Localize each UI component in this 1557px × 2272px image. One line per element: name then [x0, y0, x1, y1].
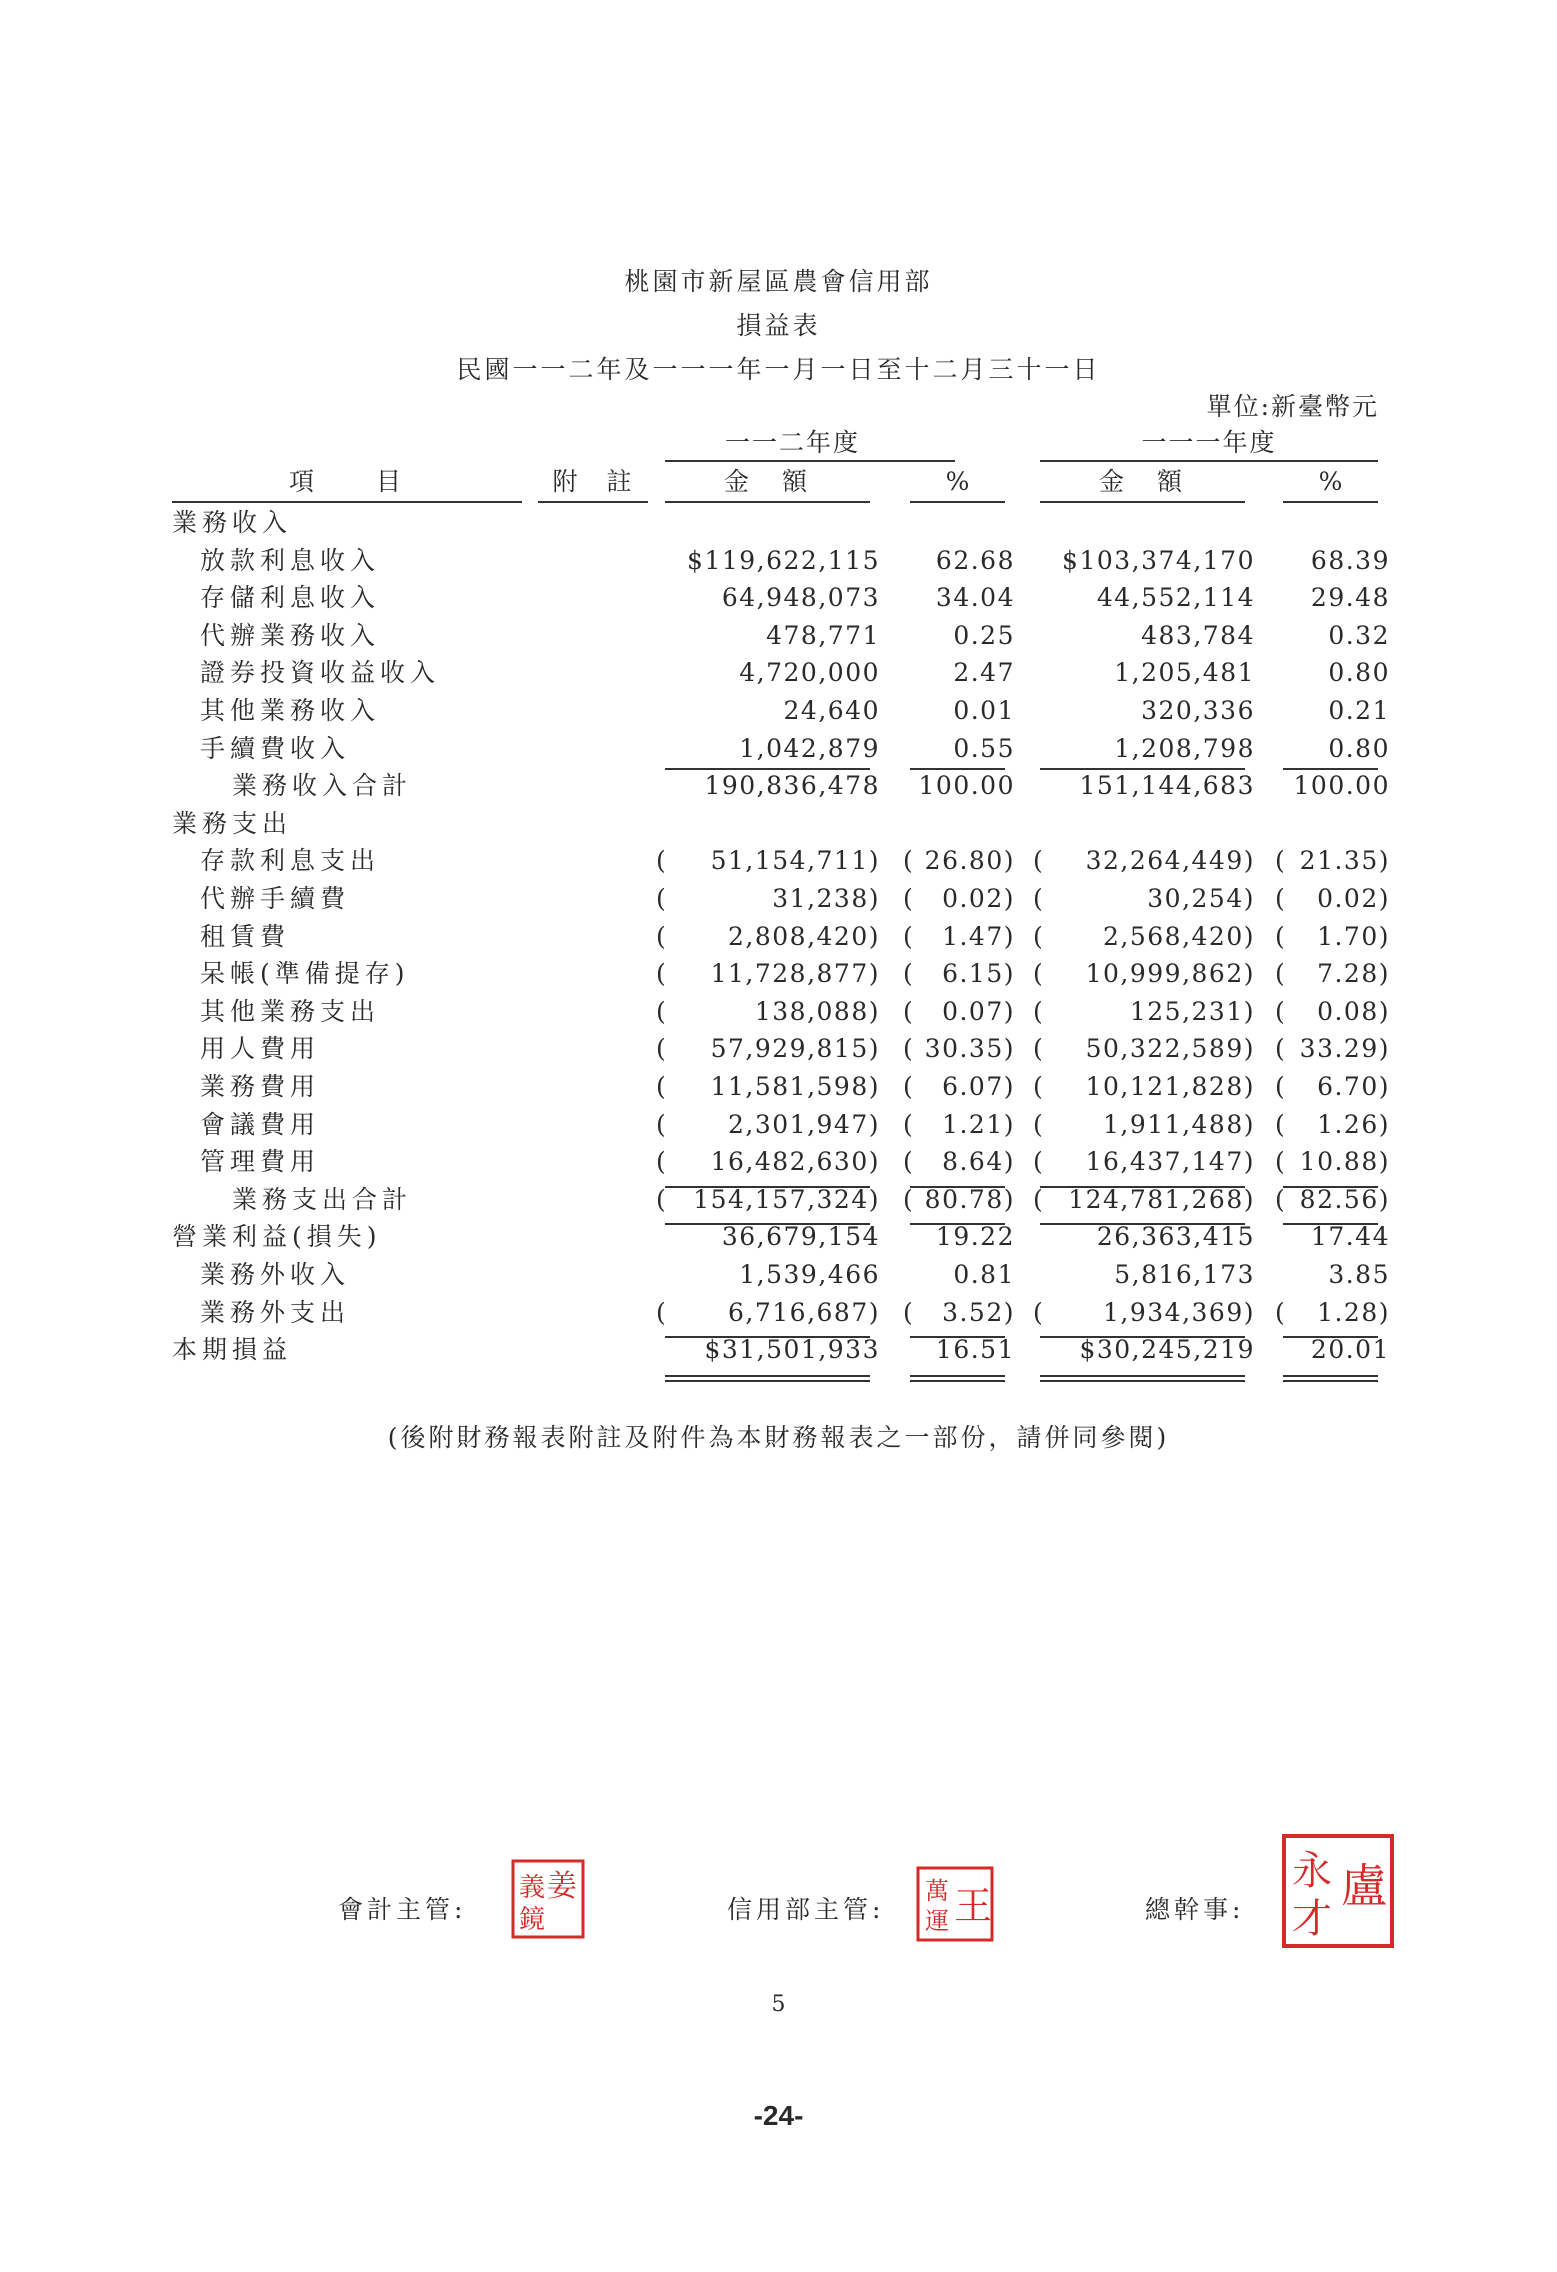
- open-paren: (: [1275, 846, 1285, 875]
- open-paren: (: [1275, 1147, 1285, 1176]
- item-header-rule: [172, 501, 522, 503]
- prior-amount-cell: 320,336: [1141, 696, 1255, 725]
- current-percent-cell: 80.78): [924, 1185, 1015, 1214]
- expense-total-rule: [910, 1223, 1005, 1225]
- open-paren: (: [656, 1072, 666, 1101]
- open-paren: (: [903, 1034, 913, 1063]
- current-percent-cell: 0.07): [942, 997, 1015, 1026]
- open-paren: (: [656, 997, 666, 1026]
- open-paren: (: [656, 1110, 666, 1139]
- row-label: 業務外收入: [200, 1260, 351, 1289]
- prior-percent-cell: 1.26): [1317, 1110, 1390, 1139]
- current-percent-cell: 34.04: [935, 583, 1015, 612]
- seal-char: 義: [518, 1873, 546, 1903]
- current-percent-cell: 0.01: [953, 696, 1015, 725]
- prior-percent-cell: 68.39: [1310, 546, 1390, 575]
- open-paren: (: [1275, 922, 1285, 951]
- net-income-double-rule: [665, 1375, 870, 1377]
- current-amount-cell: 36,679,154: [721, 1222, 880, 1251]
- open-paren: (: [656, 922, 666, 951]
- net-income-double-rule: [910, 1375, 1005, 1377]
- current-amount-cell: 1,539,466: [739, 1260, 880, 1289]
- current-percent-header-rule: [910, 501, 1005, 503]
- open-paren: (: [903, 846, 913, 875]
- seal-char: 姜: [547, 1869, 577, 1904]
- current-amount-header: 金 額: [723, 467, 811, 496]
- current-percent-header: %: [945, 467, 970, 496]
- open-paren: (: [903, 959, 913, 988]
- revenue-subtotal-rule: [1283, 768, 1378, 770]
- current-percent-cell: 6.15): [942, 959, 1015, 988]
- row-label: 業務費用: [200, 1072, 321, 1101]
- notes-column-header: 附 註: [552, 467, 634, 496]
- net-income-double-rule: [665, 1380, 870, 1382]
- current-amount-cell: 4,720,000: [739, 658, 880, 687]
- open-paren: (: [903, 1147, 913, 1176]
- open-paren: (: [1275, 959, 1285, 988]
- open-paren: (: [656, 1034, 666, 1063]
- open-paren: (: [903, 997, 913, 1026]
- credit-seal-stamp: [915, 1865, 995, 1943]
- current-amount-cell: 154,157,324): [693, 1185, 880, 1214]
- prior-percent-cell: 100.00: [1293, 771, 1390, 800]
- accounting-supervisor-label: 會計主管:: [338, 1895, 467, 1924]
- statement-title: 損益表: [736, 311, 821, 340]
- current-percent-cell: 1.21): [942, 1110, 1015, 1139]
- prior-percent-cell: 6.70): [1317, 1072, 1390, 1101]
- current-percent-cell: 2.47: [953, 658, 1015, 687]
- row-label: 存款利息支出: [200, 846, 381, 875]
- expense-subtotal-rule: [665, 1186, 870, 1188]
- current-amount-cell: 138,088): [754, 997, 880, 1026]
- open-paren: (: [903, 884, 913, 913]
- statement-period: 民國一一二年及一一一年一月一日至十二月三十一日: [456, 355, 1101, 384]
- current-amount-cell: 24,640: [783, 696, 880, 725]
- seal-char: 運: [925, 1907, 949, 1935]
- net-income-double-rule: [1040, 1380, 1245, 1382]
- open-paren: (: [656, 1185, 666, 1214]
- seal-char: 永: [1292, 1848, 1332, 1894]
- open-paren: (: [1275, 1110, 1285, 1139]
- prior-percent-cell: 20.01: [1310, 1335, 1390, 1364]
- prior-percent-cell: 0.08): [1317, 997, 1390, 1026]
- current-amount-cell: 57,929,815): [710, 1034, 880, 1063]
- current-amount-cell: 11,581,598): [710, 1072, 880, 1101]
- current-percent-cell: 0.02): [942, 884, 1015, 913]
- currency-unit: 單位:新臺幣元: [1206, 392, 1379, 421]
- prior-amount-cell: 1,208,798: [1114, 734, 1255, 763]
- prior-amount-cell: 125,231): [1129, 997, 1255, 1026]
- prior-percent-cell: 10.88): [1299, 1147, 1390, 1176]
- prior-amount-cell: 151,144,683: [1079, 771, 1255, 800]
- current-amount-cell: 31,238): [772, 884, 880, 913]
- prior-percent-cell: 1.70): [1317, 922, 1390, 951]
- open-paren: (: [1275, 997, 1285, 1026]
- open-paren: (: [656, 1147, 666, 1176]
- row-label: 其他業務收入: [200, 696, 381, 725]
- nonop-rule: [910, 1336, 1005, 1338]
- prior-amount-cell: 44,552,114: [1096, 583, 1255, 612]
- general-manager-label: 總幹事:: [1145, 1895, 1245, 1924]
- open-paren: (: [903, 1185, 913, 1214]
- open-paren: (: [656, 884, 666, 913]
- nonop-rule: [1283, 1336, 1378, 1338]
- prior-percent-cell: 0.21: [1328, 696, 1390, 725]
- open-paren: (: [1033, 1110, 1043, 1139]
- prior-amount-cell: 26,363,415: [1096, 1222, 1255, 1251]
- row-label: 其他業務支出: [200, 997, 381, 1026]
- current-amount-cell: 478,771: [766, 621, 880, 650]
- current-percent-cell: 0.55: [953, 734, 1015, 763]
- year-current-rule: [665, 460, 955, 462]
- row-label: 會議費用: [200, 1110, 321, 1139]
- net-income-double-rule: [1040, 1375, 1245, 1377]
- open-paren: (: [1033, 884, 1043, 913]
- general-manager-seal-stamp: [1280, 1832, 1396, 1950]
- current-percent-cell: 19.22: [935, 1222, 1015, 1251]
- current-percent-cell: 0.81: [953, 1260, 1015, 1289]
- prior-amount-header: 金 額: [1098, 467, 1186, 496]
- current-amount-header-rule: [665, 501, 870, 503]
- net-income-double-rule: [910, 1380, 1005, 1382]
- prior-amount-cell: 1,911,488): [1103, 1110, 1255, 1139]
- open-paren: (: [1275, 1072, 1285, 1101]
- current-amount-cell: 2,808,420): [728, 922, 880, 951]
- row-label: 放款利息收入: [200, 546, 381, 575]
- nonop-rule: [1040, 1336, 1245, 1338]
- open-paren: (: [903, 1110, 913, 1139]
- open-paren: (: [1275, 1034, 1285, 1063]
- revenue-subtotal-rule: [910, 768, 1005, 770]
- current-percent-cell: 8.64): [942, 1147, 1015, 1176]
- item-column-header: 項 目: [288, 467, 405, 496]
- current-amount-cell: 2,301,947): [728, 1110, 880, 1139]
- row-label: 證券投資收益收入: [200, 658, 441, 687]
- prior-percent-cell: 21.35): [1299, 846, 1390, 875]
- nonop-rule: [665, 1336, 870, 1338]
- page-number: 5: [771, 1992, 786, 2017]
- current-percent-cell: 0.25: [953, 621, 1015, 650]
- page-label: -24-: [753, 2100, 804, 2131]
- prior-amount-cell: $30,245,219: [1079, 1335, 1255, 1364]
- expense-total-rule: [1283, 1223, 1378, 1225]
- expense-subtotal-rule: [910, 1186, 1005, 1188]
- seal-char: 王: [953, 1884, 993, 1928]
- prior-percent-cell: 17.44: [1310, 1222, 1390, 1251]
- year-prior-label: 一一一年度: [1141, 428, 1277, 457]
- open-paren: (: [1275, 1185, 1285, 1214]
- row-label: 業務收入: [172, 508, 293, 537]
- current-percent-cell: 100.00: [918, 771, 1015, 800]
- current-amount-cell: $119,622,115: [687, 546, 880, 575]
- row-label: 營業利益(損失): [172, 1222, 382, 1251]
- expense-total-rule: [665, 1223, 870, 1225]
- current-percent-cell: 6.07): [942, 1072, 1015, 1101]
- row-label: 手續費收入: [200, 734, 351, 763]
- prior-percent-cell: 82.56): [1299, 1185, 1390, 1214]
- row-label: 業務支出: [172, 809, 293, 838]
- row-label: 用人費用: [200, 1034, 321, 1063]
- row-label: 代辦手續費: [200, 884, 351, 913]
- open-paren: (: [1033, 1034, 1043, 1063]
- current-percent-cell: 3.52): [942, 1298, 1015, 1327]
- open-paren: (: [1033, 1072, 1043, 1101]
- open-paren: (: [656, 1298, 666, 1327]
- current-amount-cell: 64,948,073: [721, 583, 880, 612]
- current-amount-cell: $31,501,933: [704, 1335, 880, 1364]
- prior-amount-cell: 50,322,589): [1085, 1034, 1255, 1063]
- open-paren: (: [1033, 1185, 1043, 1214]
- current-percent-cell: 1.47): [942, 922, 1015, 951]
- open-paren: (: [1275, 884, 1285, 913]
- row-label: 代辦業務收入: [200, 621, 381, 650]
- prior-amount-cell: 10,121,828): [1085, 1072, 1255, 1101]
- open-paren: (: [903, 1298, 913, 1327]
- accounting-seal-stamp: [510, 1858, 586, 1940]
- prior-percent-cell: 1.28): [1317, 1298, 1390, 1327]
- prior-amount-cell: $103,374,170: [1062, 546, 1255, 575]
- credit-supervisor-label: 信用部主管:: [727, 1895, 885, 1924]
- prior-percent-header: %: [1318, 467, 1343, 496]
- row-label: 存儲利息收入: [200, 583, 381, 612]
- current-amount-cell: 6,716,687): [728, 1298, 880, 1327]
- current-amount-cell: 51,154,711): [710, 846, 880, 875]
- net-income-double-rule: [1283, 1375, 1378, 1377]
- prior-amount-cell: 30,254): [1147, 884, 1255, 913]
- footnote: (後附財務報表附註及附件為本財務報表之一部份，請併同參閱): [387, 1423, 1170, 1452]
- row-label: 管理費用: [200, 1147, 321, 1176]
- prior-amount-cell: 1,934,369): [1103, 1298, 1255, 1327]
- open-paren: (: [1033, 1147, 1043, 1176]
- row-label: 業務收入合計: [232, 771, 413, 800]
- seal-char: 萬: [925, 1877, 949, 1905]
- row-label: 業務支出合計: [232, 1185, 413, 1214]
- prior-amount-cell: 10,999,862): [1085, 959, 1255, 988]
- row-label: 本期損益: [172, 1335, 293, 1364]
- seal-char: 盧: [1341, 1859, 1387, 1913]
- revenue-subtotal-rule: [1040, 768, 1245, 770]
- row-label: 租賃費: [200, 922, 291, 951]
- prior-amount-cell: 124,781,268): [1068, 1185, 1255, 1214]
- seal-char: 才: [1292, 1896, 1332, 1942]
- open-paren: (: [1033, 1298, 1043, 1327]
- revenue-subtotal-rule: [665, 768, 870, 770]
- open-paren: (: [1033, 922, 1043, 951]
- current-percent-cell: 16.51: [935, 1335, 1015, 1364]
- prior-percent-cell: 0.80: [1328, 734, 1390, 763]
- prior-percent-header-rule: [1283, 501, 1378, 503]
- seal-char: 鏡: [518, 1905, 546, 1935]
- open-paren: (: [1275, 1298, 1285, 1327]
- notes-header-rule: [538, 501, 648, 503]
- open-paren: (: [1033, 846, 1043, 875]
- prior-percent-cell: 29.48: [1310, 583, 1390, 612]
- current-percent-cell: 30.35): [924, 1034, 1015, 1063]
- prior-percent-cell: 33.29): [1299, 1034, 1390, 1063]
- open-paren: (: [656, 846, 666, 875]
- prior-percent-cell: 7.28): [1317, 959, 1390, 988]
- prior-percent-cell: 0.02): [1317, 884, 1390, 913]
- year-current-label: 一一二年度: [724, 428, 860, 457]
- current-amount-cell: 11,728,877): [710, 959, 880, 988]
- current-percent-cell: 62.68: [935, 546, 1015, 575]
- prior-amount-cell: 32,264,449): [1085, 846, 1255, 875]
- open-paren: (: [1033, 997, 1043, 1026]
- row-label: 業務外支出: [200, 1298, 351, 1327]
- prior-amount-cell: 2,568,420): [1103, 922, 1255, 951]
- prior-percent-cell: 3.85: [1328, 1260, 1390, 1289]
- open-paren: (: [903, 1072, 913, 1101]
- current-amount-cell: 190,836,478: [704, 771, 880, 800]
- prior-percent-cell: 0.80: [1328, 658, 1390, 687]
- prior-amount-header-rule: [1040, 501, 1245, 503]
- expense-subtotal-rule: [1283, 1186, 1378, 1188]
- current-amount-cell: 16,482,630): [710, 1147, 880, 1176]
- row-label: 呆帳(準備提存): [200, 959, 410, 988]
- net-income-double-rule: [1283, 1380, 1378, 1382]
- org-name: 桃園市新屋區農會信用部: [624, 267, 933, 296]
- prior-amount-cell: 5,816,173: [1114, 1260, 1255, 1289]
- expense-total-rule: [1040, 1223, 1245, 1225]
- prior-amount-cell: 1,205,481: [1114, 658, 1255, 687]
- prior-percent-cell: 0.32: [1328, 621, 1390, 650]
- current-amount-cell: 1,042,879: [739, 734, 880, 763]
- open-paren: (: [903, 922, 913, 951]
- open-paren: (: [656, 959, 666, 988]
- open-paren: (: [1033, 959, 1043, 988]
- year-prior-rule: [1040, 460, 1378, 462]
- expense-subtotal-rule: [1040, 1186, 1245, 1188]
- prior-amount-cell: 16,437,147): [1085, 1147, 1255, 1176]
- current-percent-cell: 26.80): [924, 846, 1015, 875]
- prior-amount-cell: 483,784: [1141, 621, 1255, 650]
